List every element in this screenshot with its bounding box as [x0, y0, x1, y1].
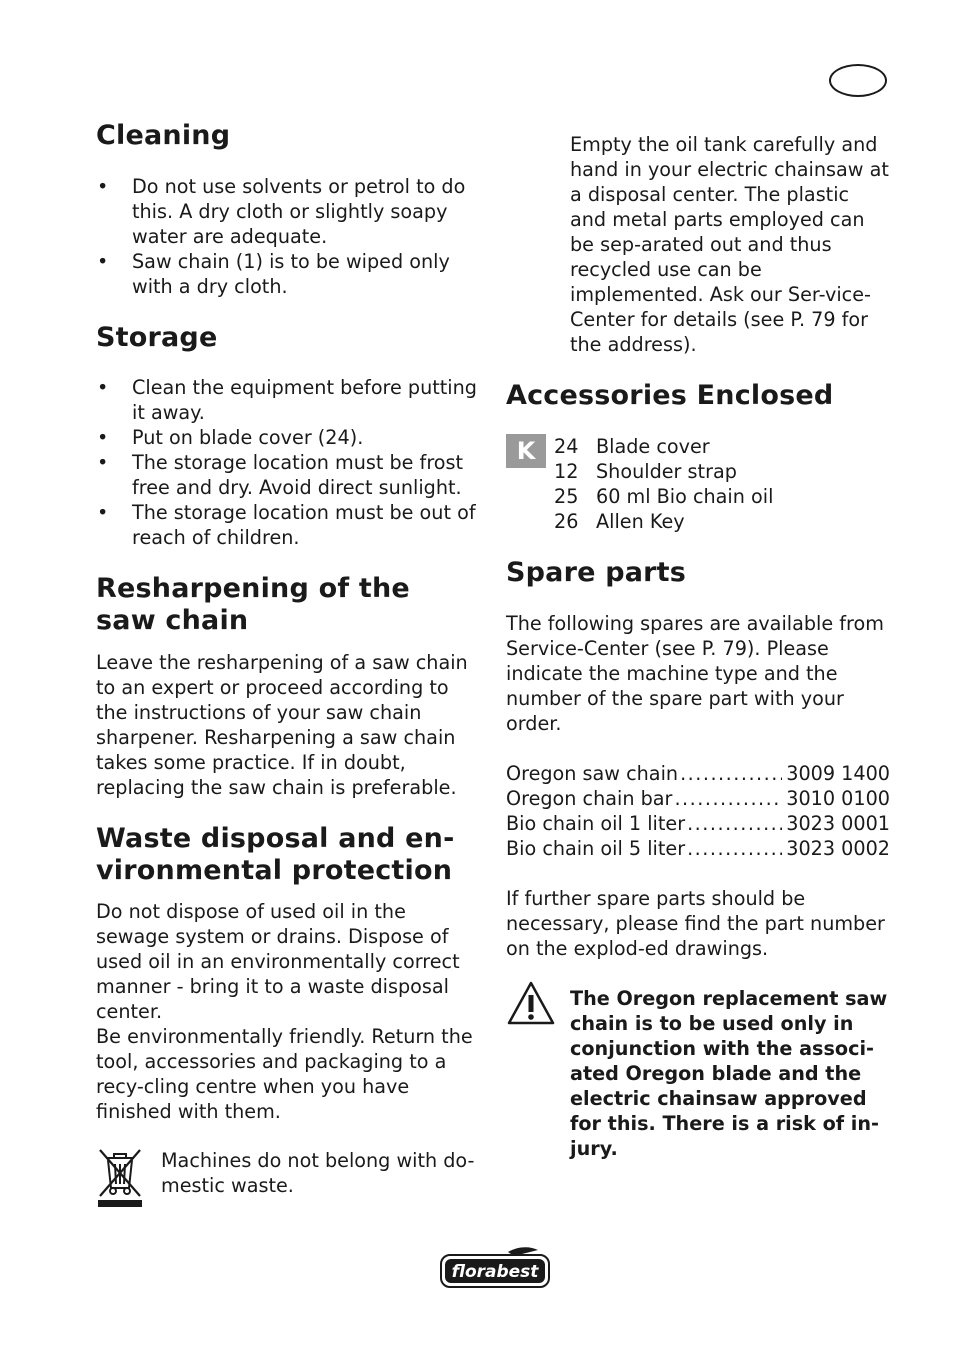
part-number: 3009 1400: [786, 762, 890, 785]
item-number: 26: [554, 510, 579, 533]
table-row: [506, 836, 890, 861]
list-item: • Put on blade cover (24).: [96, 425, 480, 450]
list-item: [554, 434, 890, 459]
leader-dots: [687, 811, 782, 836]
storage-heading: Storage: [96, 322, 218, 353]
crossed-bin-icon: [96, 1146, 144, 1208]
list-item: • Saw chain (1) is to be wiped only with a dry cloth.: [96, 249, 480, 299]
leader-dots: [680, 761, 782, 786]
spare-parts-further: If further spare parts should be necessary, please find the part number on the explod-ed drawings.: [506, 887, 885, 960]
warning-triangle-icon: [506, 980, 556, 1026]
table-row: [506, 786, 890, 811]
cleaning-section: [96, 120, 480, 299]
waste-paragraph-2: Be environmentally friendly. Return the tool, accessories and packaging to a recy-cling centre when you have finished with them.: [96, 1025, 473, 1123]
list-item: [554, 509, 890, 534]
list-item: • The storage location must be frost free and dry. Avoid direct sunlight.: [96, 450, 480, 500]
oil-tank-text: Empty the oil tank carefully and hand in your electric chainsaw at a disposal center. The plastic and metal parts employed can be sep-arated out and thus recycled use can be implemented. Ask our Ser-vice-Center for details (see P. 79 for the address).: [570, 133, 889, 356]
item-label: Allen Key: [596, 510, 685, 533]
waste-section: [96, 823, 480, 1198]
part-number: 3023 0002: [786, 837, 890, 860]
bin-note: [96, 1148, 480, 1198]
left-column: [96, 120, 480, 1198]
list-item: [554, 459, 890, 484]
k-badge: K: [506, 434, 546, 468]
list-item: • Clean the equipment before putting it away.: [96, 375, 480, 425]
item-label: Blade cover: [596, 435, 710, 458]
list-item: • Do not use solvents or petrol to do this. A dry cloth or slightly soapy water are adequate.: [96, 174, 480, 249]
storage-list: [96, 375, 480, 550]
waste-paragraph-1: Do not dispose of used oil in the sewage system or drains. Dispose of used oil in an environmentally correct manner - bring it to a waste disposal center.: [96, 900, 460, 1023]
waste-heading: Waste disposal and en-vironmental protection: [96, 823, 455, 886]
accessories-section: [506, 380, 890, 534]
right-column: [506, 120, 890, 1161]
list-item: [554, 484, 890, 509]
warning-text: The Oregon replacement saw chain is to be used only in conjunction with the associ-ated Oregon blade and the electric chainsaw approved for this. There is a risk of in-jury.: [570, 987, 888, 1160]
list-item: • The storage location must be out of reach of children.: [96, 500, 480, 550]
table-row: [506, 761, 890, 786]
resharpening-text: Leave the resharpening of a saw chain to an expert or proceed according to the instructions of your saw chain sharpener. Resharpening a saw chain takes some practice. If in doubt, replacing the saw chain is preferable.: [96, 651, 468, 799]
bin-note-text: Machines do not belong with do-mestic waste.: [161, 1149, 475, 1197]
part-name: Bio chain oil 5 liter: [506, 837, 686, 860]
part-name: Oregon chain bar: [506, 787, 673, 810]
spare-parts-table: [506, 761, 890, 861]
table-row: [506, 811, 890, 836]
part-name: Oregon saw chain: [506, 762, 679, 785]
item-number: 25: [554, 485, 579, 508]
warning-block: [506, 986, 890, 1161]
accessories-list: [506, 434, 890, 534]
cleaning-heading: Cleaning: [96, 120, 231, 151]
spare-parts-heading: Spare parts: [506, 557, 687, 588]
resharpening-heading: Resharpening of the saw chain: [96, 573, 410, 636]
item-label: Shoulder strap: [596, 460, 737, 483]
storage-section: [96, 322, 480, 550]
spare-parts-intro: The following spares are available from Service-Center (see P. 79). Please indicate the machine type and the number of the spare part with your order.: [506, 612, 884, 735]
leader-dots: [687, 836, 782, 861]
resharpening-section: [96, 573, 480, 800]
item-number: 24: [554, 435, 579, 458]
item-number: 12: [554, 460, 579, 483]
cleaning-list: [96, 174, 480, 299]
logo-text: florabest: [451, 1262, 539, 1282]
part-number: 3023 0001: [786, 812, 890, 835]
accessories-heading: Accessories Enclosed: [506, 380, 834, 411]
leader-dots: [674, 786, 782, 811]
item-label: 60 ml Bio chain oil: [596, 485, 774, 508]
language-badge: [829, 64, 887, 97]
spare-parts-section: [506, 557, 890, 961]
part-name: Bio chain oil 1 liter: [506, 812, 686, 835]
part-number: 3010 0100: [786, 787, 890, 810]
florabest-logo: [438, 1244, 552, 1290]
